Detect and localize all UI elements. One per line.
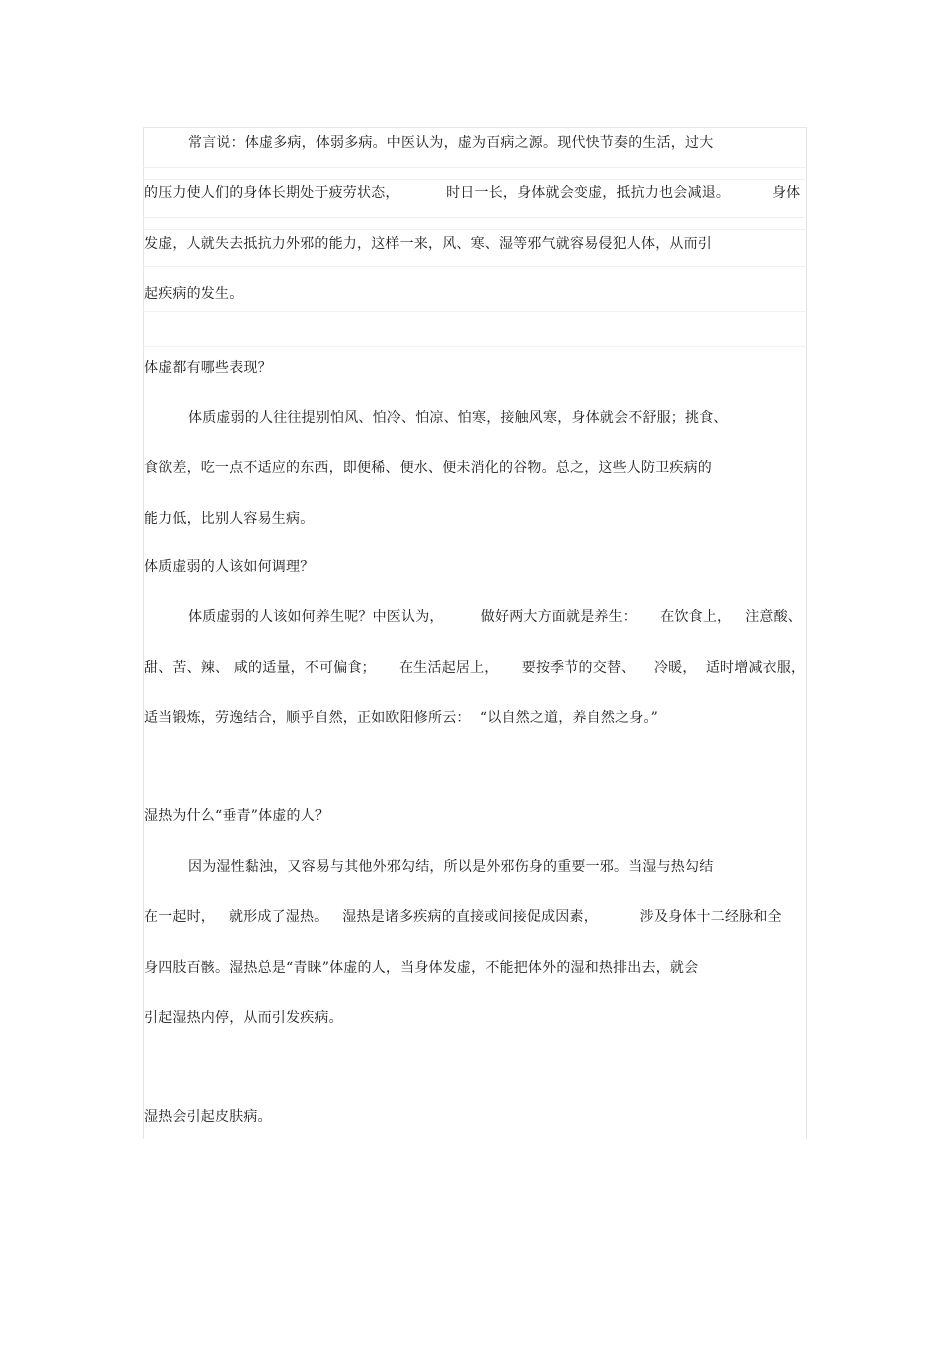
paragraph-3-line-3: 适当锻炼，劳逸结合，顺乎自然，正如欧阳修所云： “以自然之道，养自然之身。” bbox=[144, 710, 659, 726]
heading-skin-disease: 湿热会引起皮肤病。 bbox=[144, 1109, 272, 1125]
border-right bbox=[806, 127, 807, 1139]
heading-symptoms: 体虚都有哪些表现？ bbox=[144, 360, 272, 376]
paragraph-2-line-2: 食欲差，吃一点不适应的东西，即便稀、便水、便未消化的谷物。总之，这些人防卫疾病的 bbox=[144, 460, 712, 476]
paragraph-4-line-4: 引起湿热内停，从而引发疾病。 bbox=[144, 1010, 343, 1026]
paragraph-2-line-1: 体质虚弱的人往往提别怕风、怕冷、怕凉、怕寒，接触风寒，身体就会不舒服；挑食、 bbox=[188, 410, 728, 426]
border-6 bbox=[143, 311, 807, 312]
paragraph-4-line-1: 因为湿性黏浊，又容易与其他外邪勾结，所以是外邪伤身的重要一邪。当湿与热勾结 bbox=[188, 859, 714, 875]
paragraph-2-line-3: 能力低，比别人容易生病。 bbox=[144, 511, 315, 527]
paragraph-1-line-3: 发虚，人就失去抵抗力外邪的能力，这样一来，风、寒、湿等邪气就容易侵犯人体，从而引 bbox=[144, 236, 712, 252]
border-1 bbox=[143, 167, 807, 168]
paragraph-3-line-2: 甜、苦、辣、 咸的适量，不可偏食； 在生活起居上， 要按季节的交替、 冷暖， 适时增减衣服， bbox=[144, 660, 806, 676]
border-top-1 bbox=[143, 127, 807, 128]
heading-damp-heat: 湿热为什么“垂青”体虚的人？ bbox=[144, 808, 330, 824]
border-left bbox=[143, 127, 144, 1139]
border-7 bbox=[143, 346, 807, 347]
paragraph-3-line-1: 体质虚弱的人该如何养生呢？中医认为， 做好两大方面就是养生： 在饮食上， 注意酸、 bbox=[188, 609, 803, 625]
paragraph-1-line-4: 起疾病的发生。 bbox=[144, 286, 244, 302]
paragraph-1-line-2: 的压力使人们的身体长期处于疲劳状态， 时日一长，身体就会变虚，抵抗力也会减退。 身体 bbox=[144, 185, 801, 201]
paragraph-4-line-3: 身四肢百骸。湿热总是“青睐”体虚的人，当身体发虚，不能把体外的湿和热排出去，就会 bbox=[144, 960, 699, 976]
paragraph-4-line-2: 在一起时， 就形成了湿热。 湿热是诸多疾病的直接或间接促成因素， 涉及身体十二经脉和全 bbox=[144, 909, 782, 925]
paragraph-1-line-1: 常言说：体虚多病，体弱多病。中医认为，虚为百病之源。现代快节奏的生活，过大 bbox=[188, 135, 714, 151]
border-2 bbox=[143, 179, 807, 180]
border-5 bbox=[143, 266, 807, 267]
border-4 bbox=[143, 229, 807, 230]
heading-conditioning: 体质虚弱的人该如何调理？ bbox=[144, 559, 315, 575]
border-3 bbox=[143, 217, 807, 218]
